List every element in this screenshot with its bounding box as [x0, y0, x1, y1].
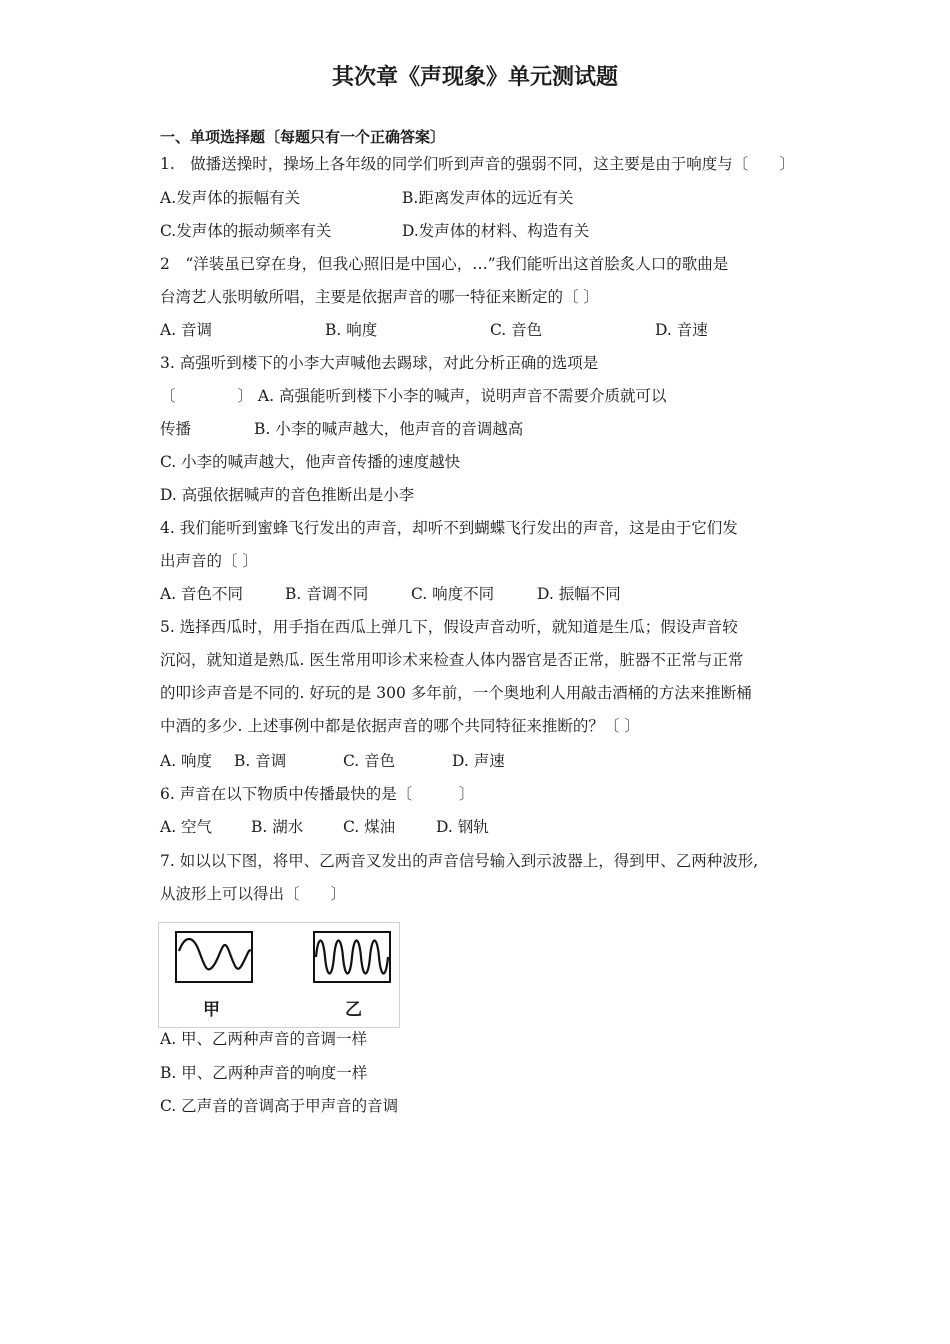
question-2-stem-line1: 2 “洋装虽已穿在身，但我心照旧是中国心，…”我们能听出这首脍炙人口的歌曲是 [160, 255, 729, 273]
question-2-option-b: B. 响度 [325, 321, 378, 339]
question-1-option-d: D.发声体的材料、构造有关 [402, 222, 590, 240]
question-7-option-b: B. 甲、乙两种声音的响度一样 [160, 1064, 368, 1082]
question-2-option-a: A. 音调 [160, 321, 213, 339]
question-3-option-d: D. 高强依据喊声的音色推断出是小李 [160, 486, 415, 504]
question-5-option-d: D. 声速 [452, 752, 505, 770]
question-7-option-a: A. 甲、乙两种声音的音调一样 [160, 1030, 368, 1048]
question-1-stem: 1. 做播送操时，操场上各年级的同学们听到声音的强弱不同，这主要是由于响度与〔 〕 [160, 155, 795, 173]
figure-label-yi: 乙 [345, 1000, 362, 1020]
waveform-jia-icon [175, 931, 253, 983]
question-5-option-c: C. 音色 [343, 752, 396, 770]
question-4-option-d: D. 振幅不同 [537, 585, 621, 603]
question-3-option-b: B. 小李的喊声越大，他声音的音调越高 [254, 420, 524, 438]
question-7-stem-line1: 7. 如以以下图，将甲、乙两音叉发出的声音信号输入到示波器上，得到甲、乙两种波形, [160, 852, 759, 870]
question-2-stem-line2: 台湾艺人张明敏所唱，主要是依据声音的哪一特征来断定的〔 〕 [160, 288, 599, 306]
question-4-stem-line1: 4. 我们能听到蜜蜂飞行发出的声音，却听不到蝴蝶飞行发出的声音，这是由于它们发 [160, 519, 738, 537]
question-1-option-b: B.距离发声体的远近有关 [402, 189, 574, 207]
question-5-option-a: A. 响度 [160, 752, 213, 770]
question-2-option-c: C. 音色 [490, 321, 543, 339]
question-3-stem: 3. 高强听到楼下的小李大声喊他去踢球，对此分析正确的选项是 [160, 354, 599, 372]
question-6-option-d: D. 钢轨 [436, 818, 489, 836]
question-4-stem-line2: 出声音的〔 〕 [160, 552, 258, 570]
question-5-line3: 的叩诊声音是不同的. 好玩的是 300 多年前，一个奥地利人用敲击酒桶的方法来推断桶 [160, 684, 752, 702]
question-3-line3-prefix: 传播 [160, 420, 192, 438]
question-6-option-b: B. 湖水 [251, 818, 304, 836]
question-4-option-b: B. 音调不同 [285, 585, 369, 603]
question-4-option-c: C. 响度不同 [411, 585, 495, 603]
question-7-option-c: C. 乙声音的音调高于甲声音的音调 [160, 1097, 399, 1115]
question-7-stem-line2: 从波形上可以得出〔 〕 [160, 885, 347, 903]
page-title: 其次章《声现象》单元测试题 [331, 65, 618, 90]
question-4-option-a: A. 音色不同 [160, 585, 244, 603]
question-5-option-b: B. 音调 [234, 752, 287, 770]
question-3-line2: 〔 〕 A. 高强能听到楼下小李的喊声，说明声音不需要介质就可以 [160, 387, 667, 405]
question-6-option-a: A. 空气 [160, 818, 213, 836]
question-1-option-a: A.发声体的振幅有关 [160, 189, 301, 207]
waveform-yi-icon [313, 931, 391, 983]
question-1-option-c: C.发声体的振动频率有关 [160, 222, 332, 240]
question-5-line2: 沉闷，就知道是熟瓜. 医生常用叩诊术来检查人体内器官是否正常，脏器不正常与正常 [160, 651, 744, 669]
figure-label-jia: 甲 [203, 1000, 220, 1020]
question-6-option-c: C. 煤油 [343, 818, 396, 836]
question-6-stem: 6. 声音在以下物质中传播最快的是〔 〕 [160, 785, 475, 803]
oscilloscope-waveform-figure [158, 922, 400, 1028]
question-2-option-d: D. 音速 [655, 321, 708, 339]
section-heading: 一、单项选择题〔每题只有一个正确答案〕 [160, 128, 446, 146]
question-5-line4: 中酒的多少. 上述事例中都是依据声音的哪个共同特征来推断的？〔 〕 [160, 717, 640, 735]
question-3-option-c: C. 小李的喊声越大，他声音传播的速度越快 [160, 453, 461, 471]
question-5-line1: 5. 选择西瓜时，用手指在西瓜上弹几下，假设声音动听，就知道是生瓜；假设声音较 [160, 618, 738, 636]
